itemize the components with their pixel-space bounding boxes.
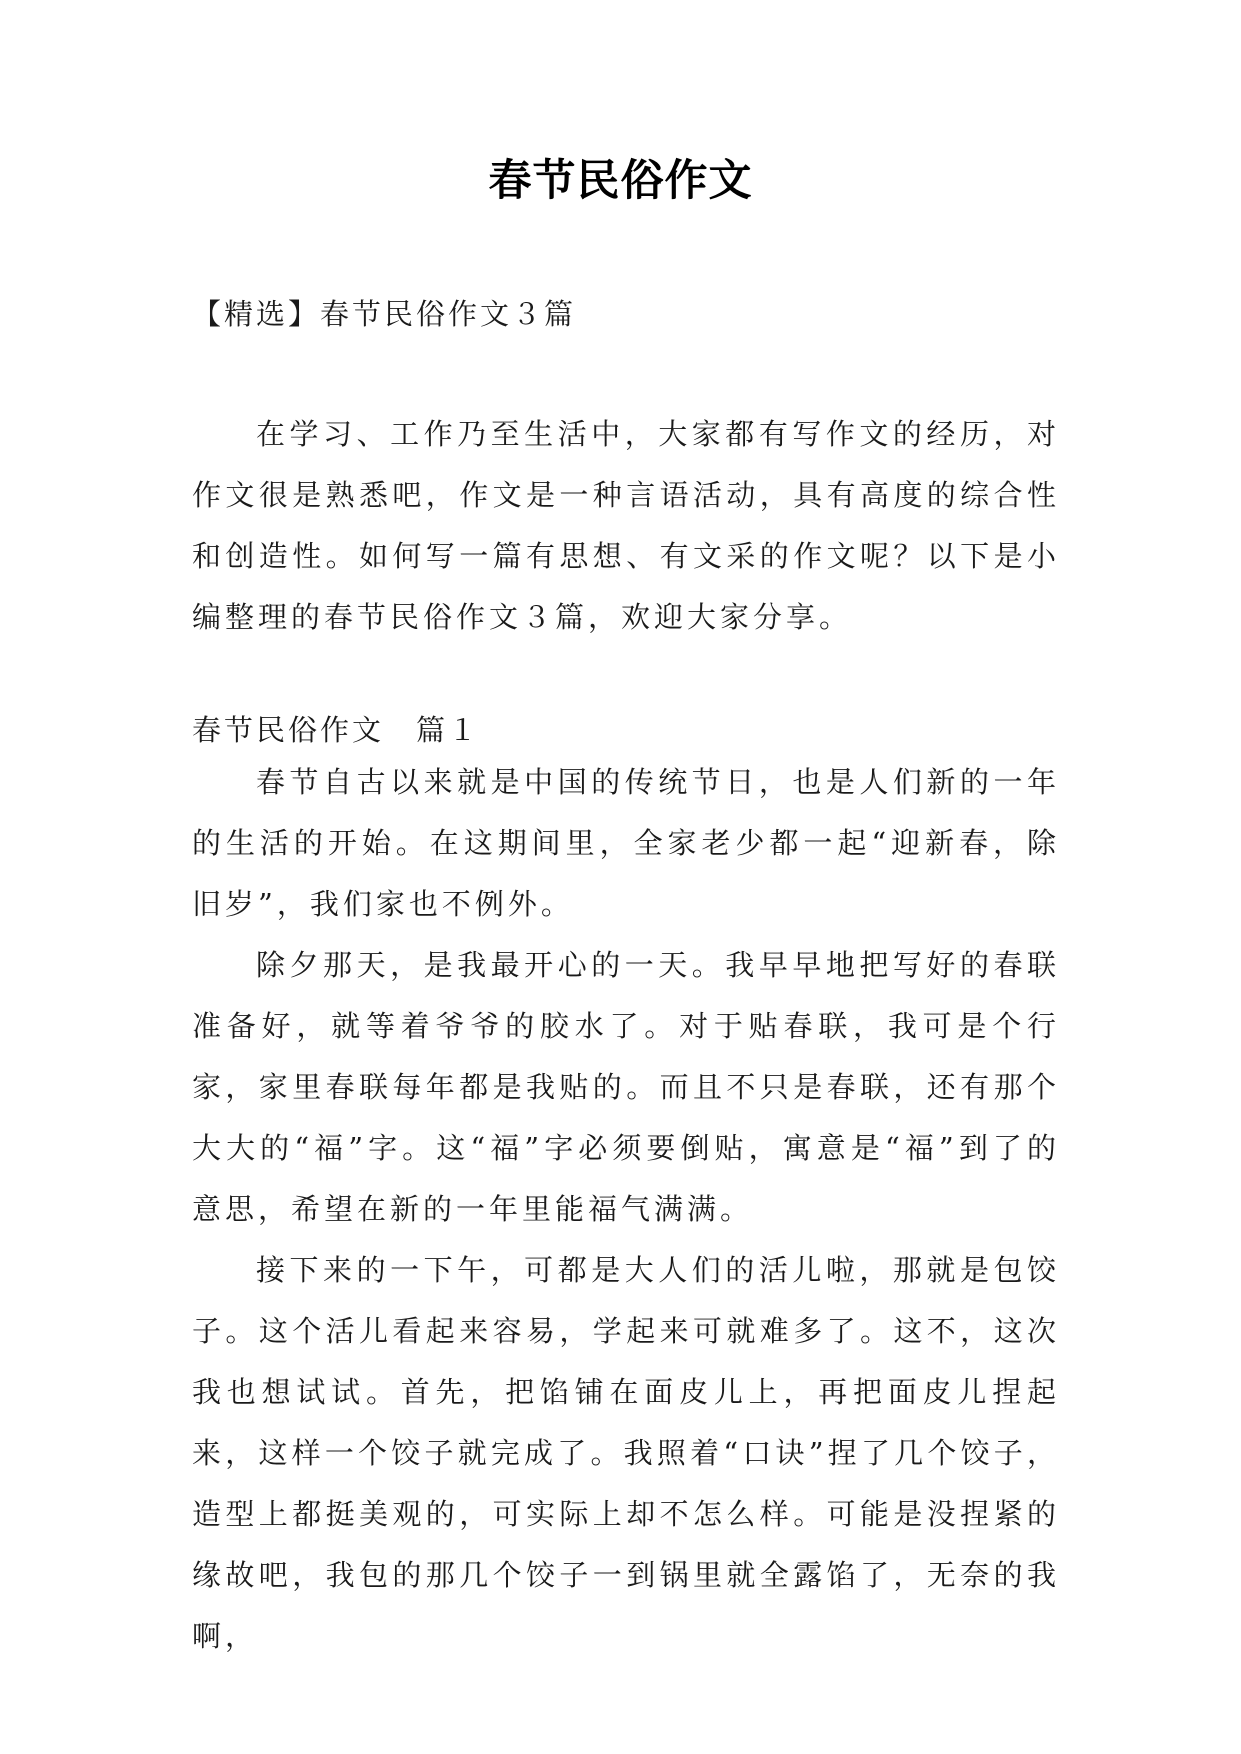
- body-paragraph-1: 春节自古以来就是中国的传统节日，也是人们新的一年的生活的开始。在这期间里，全家老少都一起“迎新春，除旧岁”，我们家也不例外。: [192, 765, 1060, 921]
- document-title: 春节民俗作文: [488, 156, 753, 206]
- section-heading: 春节民俗作文 篇１: [192, 713, 481, 747]
- body-paragraph-3: 接下来的一下午，可都是大人们的活儿啦，那就是包饺子。这个活儿看起来容易，学起来可就难多了。这不，这次我也想试试。首先，把馅铺在面皮儿上，再把面皮儿捏起来，这样一个饺子就完成了。我照着“口诀”捏了几个饺子，造型上都挺美观的，可实际上却不怎么样。可能是没捏紧的缘故吧，我包的那几个饺子一到锅里就全露馅了，无奈的我啊，: [192, 1253, 1060, 1653]
- intro-paragraph: 在学习、工作乃至生活中，大家都有写作文的经历，对作文很是熟悉吧，作文是一种言语活动，具有高度的综合性和创造性。如何写一篇有思想、有文采的作文呢？以下是小编整理的春节民俗作文３篇，欢迎大家分享。: [192, 417, 1060, 634]
- document-subtitle: 【精选】春节民俗作文３篇: [192, 297, 577, 331]
- body-paragraph-2: 除夕那天，是我最开心的一天。我早早地把写好的春联准备好，就等着爷爷的胶水了。对于贴春联，我可是个行家，家里春联每年都是我贴的。而且不只是春联，还有那个大大的“福”字。这“福”字必须要倒贴，寓意是“福”到了的意思，希望在新的一年里能福气满满。: [192, 948, 1060, 1226]
